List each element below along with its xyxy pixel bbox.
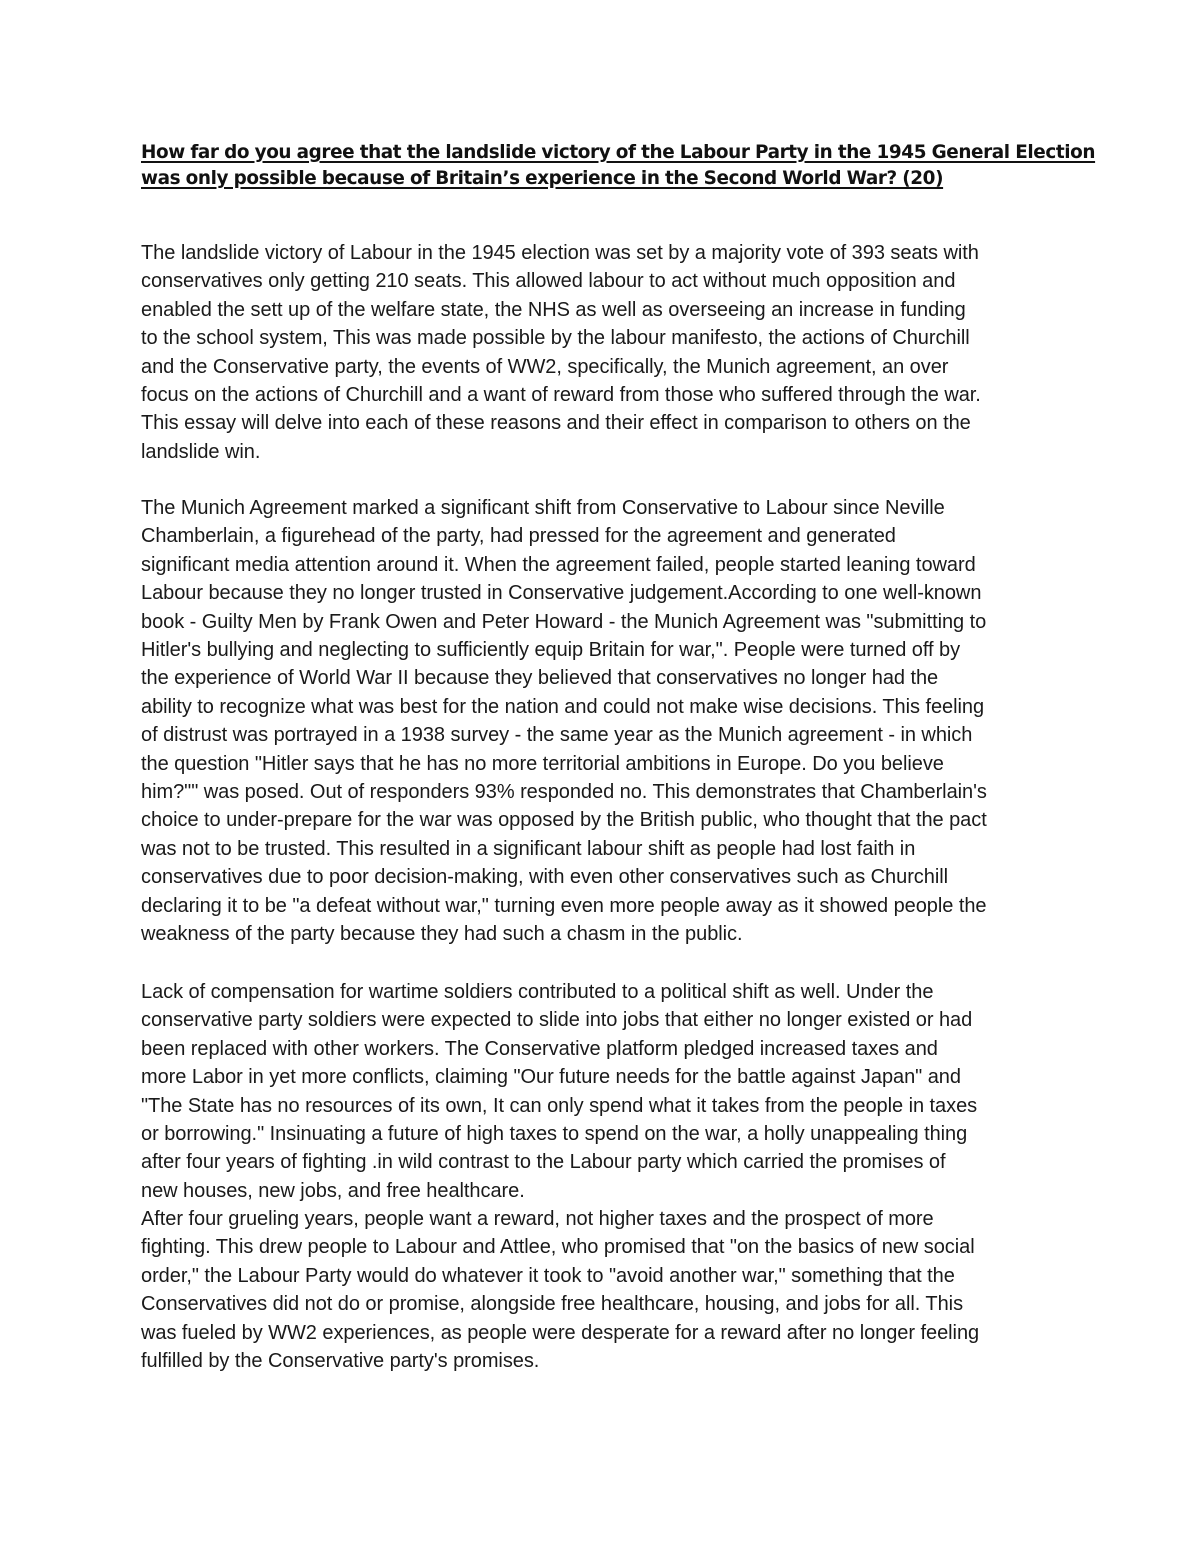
text-line: focus on the actions of Churchill and a want of reward from those who suffered through the war. xyxy=(141,384,981,407)
paragraph-introduction xyxy=(141,239,1076,466)
text-line: him?"" was posed. Out of responders 93% responded no. This demonstrates that Chamberlain's xyxy=(141,781,987,804)
text-line: conservatives only getting 210 seats. This allowed labour to act without much opposition and xyxy=(141,270,956,293)
essay-title xyxy=(141,140,1096,192)
text-line: Lack of compensation for wartime soldiers contributed to a political shift as well. Under the xyxy=(141,981,934,1003)
text-line: Labour because they no longer trusted in Conservative judgement.According to one well-known xyxy=(141,582,982,605)
text-line: book - Guilty Men by Frank Owen and Peter Howard - the Munich Agreement was "submitting to xyxy=(141,610,987,633)
text-line: and the Conservative party, the events of WW2, specifically, the Munich agreement, an over xyxy=(141,355,949,378)
paragraph-compensation xyxy=(141,978,1076,1205)
text-line: Conservatives did not do or promise, alongside free healthcare, housing, and jobs for all. This xyxy=(141,1293,964,1316)
text-line: or borrowing." Insinuating a future of high taxes to spend on the war, a holly unappealing thing xyxy=(141,1123,968,1146)
text-line: new houses, new jobs, and free healthcare. xyxy=(141,1179,525,1202)
text-line: weakness of the party because they had such a chasm in the public. xyxy=(141,923,743,946)
text-line: after four years of fighting .in wild contrast to the Labour party which carried the promises of xyxy=(141,1151,946,1174)
text-line: "The State has no resources of its own, It can only spend what it takes from the people in taxes xyxy=(141,1094,978,1117)
text-line: The landslide victory of Labour in the 1945 election was set by a majority vote of 393 seats with xyxy=(141,242,979,264)
text-line: enabled the sett up of the welfare state, the NHS as well as overseeing an increase in funding xyxy=(141,298,966,321)
text-line: This essay will delve into each of these reasons and their effect in comparison to others on the xyxy=(141,412,971,435)
text-line: was fueled by WW2 experiences, as people were desperate for a reward after no longer feeling xyxy=(141,1321,980,1344)
text-line: After four grueling years, people want a reward, not higher taxes and the prospect of more xyxy=(141,1208,934,1230)
text-line: conservatives due to poor decision-making, with even other conservatives such as Churchill xyxy=(141,866,949,889)
text-line: the question "Hitler says that he has no more territorial ambitions in Europe. Do you believe xyxy=(141,752,944,775)
text-line: declaring it to be "a defeat without war," turning even more people away as it showed people the xyxy=(141,894,987,917)
text-line: ability to recognize what was best for the nation and could not make wise decisions. This feeling xyxy=(141,695,985,718)
text-line: choice to under-prepare for the war was opposed by the British public, who thought that the pact xyxy=(141,809,987,832)
text-line: the experience of World War II because they believed that conservatives no longer had the xyxy=(141,667,939,690)
text-line: been replaced with other workers. The Conservative platform pledged increased taxes and xyxy=(141,1037,938,1060)
text-line: significant media attention around it. When the agreement failed, people started leaning toward xyxy=(141,553,976,576)
text-line: fulfilled by the Conservative party's promises. xyxy=(141,1350,540,1373)
title-line: How far do you agree that the landslide victory of the Labour Party in the 1945 General Election xyxy=(141,142,1096,163)
text-line: to the school system, This was made possible by the labour manifesto, the actions of Churchill xyxy=(141,327,970,350)
text-line: order," the Labour Party would do whatever it took to "avoid another war," something that the xyxy=(141,1264,955,1287)
paragraph-munich-agreement xyxy=(141,494,1076,949)
text-line: fighting. This drew people to Labour and Attlee, who promised that "on the basics of new social xyxy=(141,1236,975,1259)
text-line: more Labor in yet more conflicts, claiming "Our future needs for the battle against Japan" and xyxy=(141,1066,961,1089)
text-line: landslide win. xyxy=(141,440,261,463)
text-line: Chamberlain, a figurehead of the party, had pressed for the agreement and generated xyxy=(141,525,896,548)
title-line: was only possible because of Britain’s experience in the Second World War? (20) xyxy=(141,168,944,189)
text-line: conservative party soldiers were expected to slide into jobs that either no longer existed or had xyxy=(141,1009,973,1032)
text-line: of distrust was portrayed in a 1938 survey - the same year as the Munich agreement - in which xyxy=(141,724,973,747)
text-line: was not to be trusted. This resulted in a significant labour shift as people had lost faith in xyxy=(141,837,916,860)
text-line: The Munich Agreement marked a significant shift from Conservative to Labour since Neville xyxy=(141,497,945,519)
text-line: Hitler's bullying and neglecting to sufficiently equip Britain for war,". People were turned off by xyxy=(141,639,961,662)
paragraph-reward xyxy=(141,1205,1076,1375)
